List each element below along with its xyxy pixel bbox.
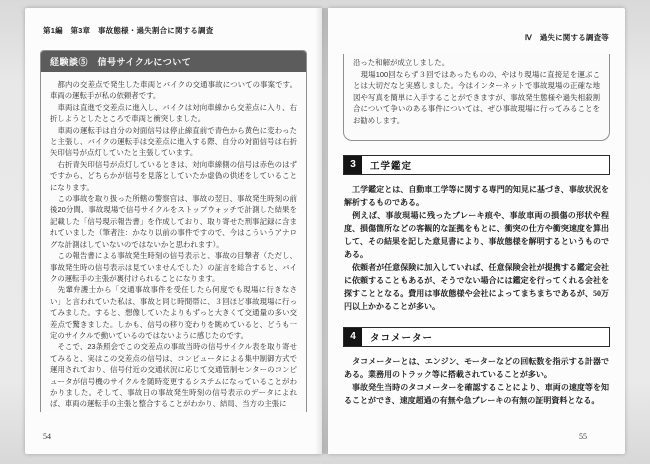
- story-paragraph: 車両の運転手は自分の対面信号は停止線直前で青色から黄色に変わったと主張し、バイクの運転手は交差点に進入する際、自分の対面信号は右折矢印信号が点灯していたと主張しています。: [50, 125, 297, 158]
- left-page: [25, 8, 322, 454]
- section-tachometer: [343, 327, 610, 407]
- section-paragraph: 工学鑑定とは、自動車工学等に関する専門的知見に基づき、事故状況を解析するものである。: [344, 184, 609, 207]
- section-paragraph: 事故発生当時のタコメーターを確認することにより、車両の速度等を知ることができ、速度超過の有無や急ブレーキの有無の証明資料となる。: [344, 382, 609, 405]
- story-paragraph: 都内の交差点で発生した車両とバイクの交通事故についての事案です。車両の運転手が私の依頼者です。: [50, 80, 297, 101]
- story-paragraph: 先輩弁護士から「交通事故事件を受任したら何度でも現場に行きなさい」と言われていた私は、事故と同じ時間帯に、３回ほど事故現場に行ってみました。すると、想像していたよりもずっと大きくて交通量の多い交差点で驚きました。しかも、信号の移り変わりを眺めていると、どうも一定のサイクルで動いているのではないように感じたのです。: [50, 285, 297, 340]
- running-header-right: Ⅳ 過失に関する調査等: [524, 33, 609, 42]
- section-body: [343, 175, 610, 313]
- story-box-title: 経験談⑤ 信号サイクルについて: [41, 51, 306, 72]
- section-engineering-appraisal: [343, 155, 610, 313]
- experience-story-box: [40, 50, 307, 412]
- story-paragraph: 車両は直進で交差点に進入し、バイクは対向車線から交差点に入り、右折しようとしたところで車両と衝突しました。: [50, 102, 297, 124]
- section-title: タコメーター: [370, 332, 434, 344]
- story-box-body: [41, 72, 306, 410]
- section-body: [343, 347, 610, 407]
- story-continuation-paragraph: 現場100回ならず３回ではあったものの、やはり現場に直接足を運ぶことは大切だなと実感しました。今はインターネットで事故現場の正確な地図や写真を簡単に入手することができますが、事故発生態様や過失相殺割合について争いのある事件については、ぜひ事故現場に行ってみることをお勧めします。: [353, 69, 600, 125]
- section-header: [343, 155, 610, 175]
- story-paragraph: この報告書による事故発生時刻の信号表示と、事故の目撃者（ただし、事故発生時の信号表示は見ていませんでした）の証言を総合すると、バイクの運転手の主張が裏付けられることになります。: [50, 251, 297, 283]
- story-paragraph: この事故を取り扱った所轄の警察官は、事故の翌日、事故発生時刻の前後20分間、事故現場で信号サイクルをストップウォッチで計測した結果を記載した「信号現示報告書」を作成しており、取り寄せた刑事記録に含まれていました（筆者注：かなり以前の事件ですので、今はこういうアナログな計測はしていないのではないかと思われます）。: [50, 194, 297, 249]
- story-continuation-paragraph: 沿った和解が成立しました。: [353, 58, 450, 67]
- right-page: [328, 8, 625, 454]
- running-header-left: 第1編 第3章 事故態様・過失割合に関する調査: [43, 26, 214, 35]
- page-number-right: 55: [579, 432, 587, 441]
- section-number-badge: 3: [344, 156, 362, 174]
- section-paragraph: 例えば、事故現場に残ったブレーキ痕や、事故車両の損傷の形状や程度、損傷箇所などの客観的な証拠をもとに、衝突の仕方や衝突速度を算出して、その結果を記した意見書により、事故態様を解明するというものである。: [344, 210, 609, 259]
- section-title: 工学鑑定: [370, 160, 413, 172]
- story-paragraph: 右折青矢印信号が点灯しているときは、対向車線側の信号は赤色のはずですから、どちらかが信号を見落としていたか虚偽の供述をしていることになります。: [50, 159, 297, 192]
- page-number-left: 54: [43, 432, 51, 441]
- section-header: [343, 327, 610, 347]
- story-paragraph: そこで、23条照会でこの交差点の事故当時の信号サイクル表を取り寄せてみると、実はこの交差点の信号は、コンピュータによる集中制御方式で運用されており、信号付近の交通状況に応じて交通管制センターのコンピュータが信号機のサイクルを随時変更するシステムになっていることがわかりました。そして、事故日の事故発生時刻の信号表示のデータによれば、車両の運転手の主張と整合することがわかり、結局、当方の主張に: [50, 342, 297, 409]
- story-continuation-box: [343, 54, 610, 141]
- section-paragraph: 依頼者が任意保険に加入していれば、任意保険会社が提携する鑑定会社に依頼することもあるが、そうでない場合には鑑定を行ってくれる会社を探すこととなる。費用は事故態様や会社によってまちまちであるが、50万円以上かかることが多い。: [344, 262, 609, 311]
- section-paragraph: タコメーターとは、エンジン、モーターなどの回転数を指示する計器である。業務用のトラック等に搭載されていることが多い。: [344, 356, 609, 379]
- section-number-badge: 4: [344, 328, 362, 346]
